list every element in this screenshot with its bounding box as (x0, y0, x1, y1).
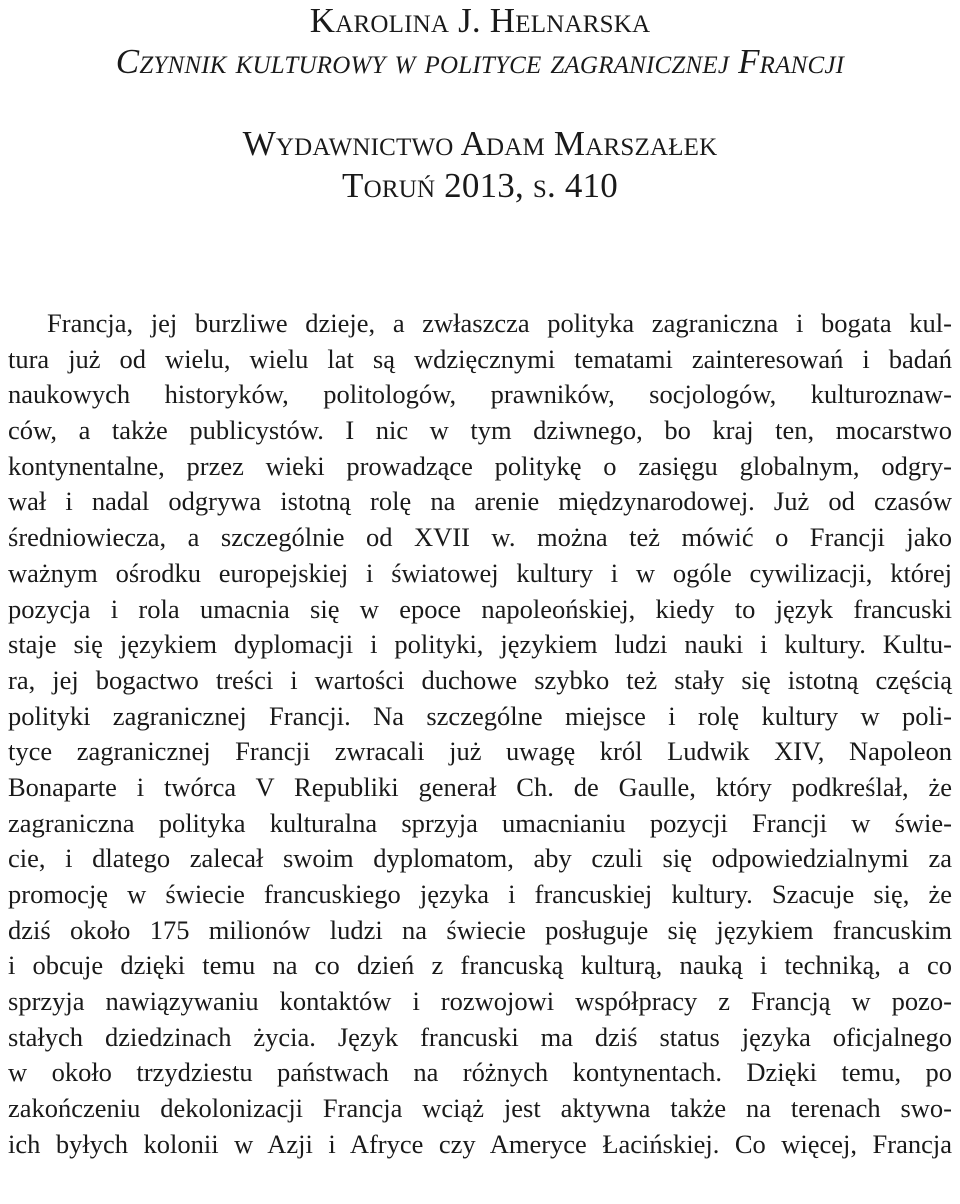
paragraph-line: ważnym ośrodku europejskiej i światowej kultury i w ogóle cywilizacji, której (8, 557, 952, 588)
publisher: Wydawnictwo Adam Marszałek (242, 124, 718, 163)
review-paragraph (8, 306, 952, 1163)
book-author: Karolina J. Helnarska (309, 1, 651, 40)
paragraph-line: cie, i dlatego zalecał swoim dyplomatom, aby czuli się odpowiedzialnymi za (8, 843, 952, 874)
paragraph-line: ców, a także publicystów. I nic w tym dziwnego, bo kraj ten, mocarstwo (8, 415, 952, 446)
paragraph-line: w około trzydziestu państwach na różnych kontynentach. Dzięki temu, po (8, 1057, 952, 1088)
paragraph-line: pozycja i rola umacnia się w epoce napoleońskiej, kiedy to język francuski (8, 593, 952, 624)
paragraph-line: promocję w świecie francuskiego języka i francuskiej kultury. Szacuje się, że (8, 879, 952, 909)
paragraph-line: naukowych historyków, politologów, prawników, socjologów, kulturoznaw- (8, 379, 952, 410)
paragraph-line: tyce zagranicznej Francji zwracali już uwagę król Ludwik XIV, Napoleon (8, 736, 952, 767)
place-year-pages: Toruń 2013, s. 410 (342, 166, 618, 205)
paragraph-line: ra, jej bogactwo treści i wartości duchowe szybko też stały się istotną częścią (8, 664, 952, 695)
paragraph-line: staje się językiem dyplomacji i polityki, językiem ludzi nauki i kultury. Kultu- (8, 629, 952, 660)
paragraph-line: stałych dziedzinach życia. Język francuski ma dziś status języka oficjalnego (8, 1021, 952, 1052)
paragraph-line: ich byłych kolonii w Azji i Afryce czy Ameryce Łacińskiej. Co więcej, Francja (8, 1128, 952, 1159)
paragraph-line: zakończeniu dekolonizacji Francja wciąż jest aktywna także na terenach swo- (8, 1093, 952, 1124)
paragraph-line: Francja, jej burzliwe dzieje, a zwłaszcza polityka zagraniczna i bogata kul- (47, 308, 952, 338)
paragraph-line: polityki zagranicznej Francji. Na szczególne miejsce i rolę kultury w poli- (8, 700, 952, 731)
paragraph-line: tura już od wielu, wielu lat są wdzięcznymi tematami zainteresowań i badań (8, 343, 952, 374)
paragraph-line: sprzyja nawiązywaniu kontaktów i rozwojowi współpracy z Francją w pozo- (8, 986, 952, 1017)
book-title: Czynnik kulturowy w polityce zagranicznej Francji (115, 42, 845, 81)
paragraph-line: i obcuje dzięki temu na co dzień z francuską kulturą, nauką i techniką, a co (8, 950, 952, 981)
paragraph-line: Bonaparte i twórca V Republiki generał Ch. de Gaulle, który podkreślał, że (8, 771, 952, 802)
paragraph-line: średniowiecza, a szczególnie od XVII w. można też mówić o Francji jako (8, 522, 952, 553)
paragraph-line: zagraniczna polityka kulturalna sprzyja umacnianiu pozycji Francji w świe- (8, 807, 952, 838)
paragraph-line: wał i nadal odgrywa istotną rolę na arenie międzynarodowej. Już od czasów (8, 486, 952, 517)
paragraph-line: kontynentalne, przez wieki prowadzące politykę o zasięgu globalnym, odgry- (8, 450, 952, 481)
paragraph-line: dziś około 175 milionów ludzi na świecie posługuje się językiem francuskim (8, 914, 952, 945)
